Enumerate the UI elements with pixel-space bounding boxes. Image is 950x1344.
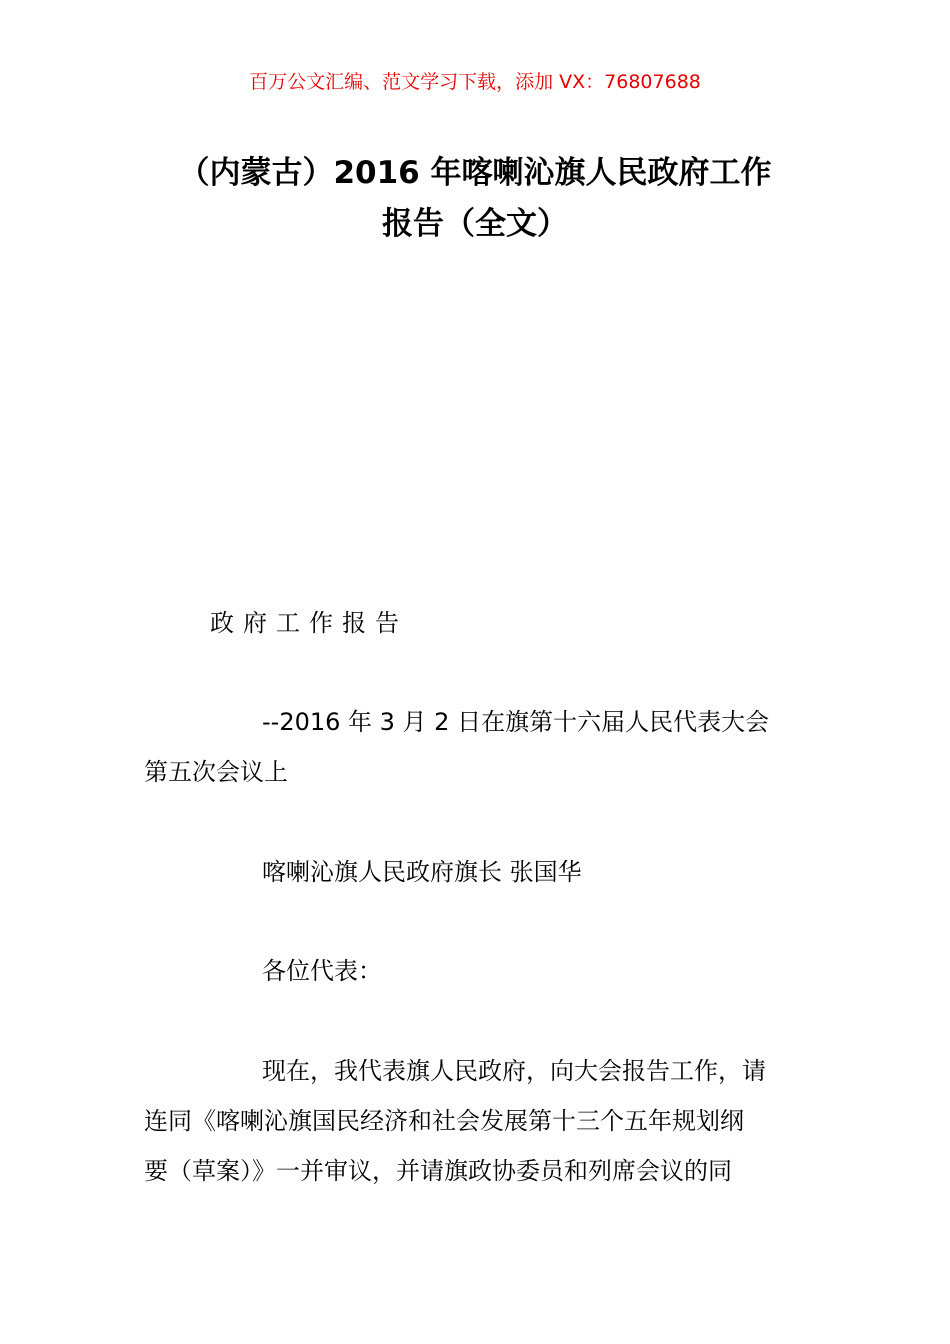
document-title — [140, 148, 810, 250]
greeting: 各位代表： — [262, 957, 382, 985]
speaker-line: 喀喇沁旗人民政府旗长 张国华 — [262, 858, 582, 886]
meeting-date-line-1: --2016 年 3 月 2 日在旗第十六届人民代表大会 — [262, 708, 770, 736]
document-title-line-1: （内蒙古）2016 年喀喇沁旗人民政府工作 — [178, 155, 772, 191]
meeting-date-line-2: 第五次会议上 — [144, 758, 288, 786]
paragraph-line-3: 要（草案）》一并审议，并请旗政协委员和列席会议的同 — [144, 1157, 732, 1185]
report-subtitle: 政府工作报告 — [210, 609, 408, 637]
watermark-banner: 百万公文汇编、范文学习下载，添加 VX：76807688 — [249, 71, 701, 93]
paragraph-line-1: 现在，我代表旗人民政府，向大会报告工作，请 — [262, 1057, 766, 1085]
document-title-line-2: 报告（全文） — [382, 206, 568, 242]
paragraph-line-2: 连同《喀喇沁旗国民经济和社会发展第十三个五年规划纲 — [144, 1107, 744, 1135]
